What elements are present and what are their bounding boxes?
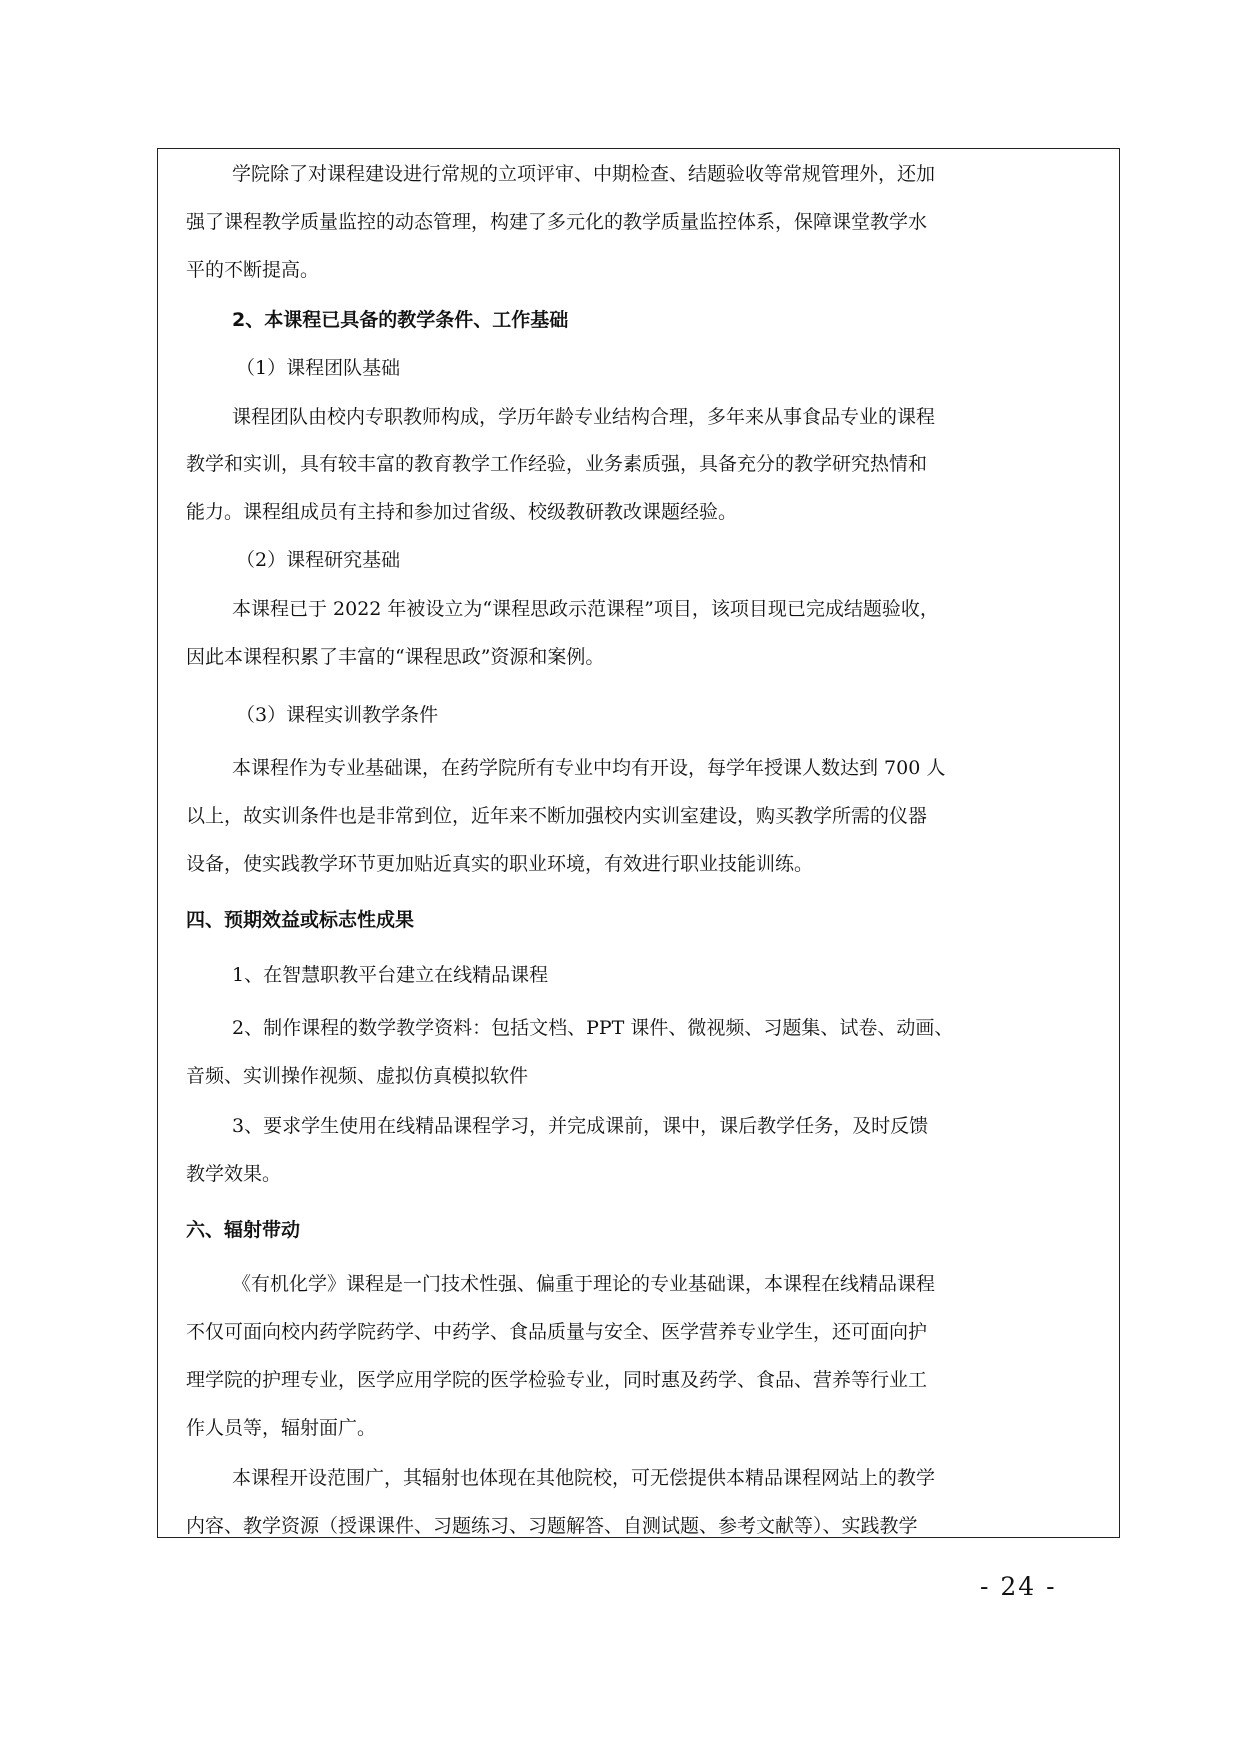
paragraph-line: 平的不断提高。	[186, 259, 320, 281]
page-number: - 24 -	[980, 1572, 1057, 1601]
paragraph-line: 以上，故实训条件也是非常到位，近年来不断加强校内实训室建设，购买教学所需的仪器	[186, 805, 928, 827]
paragraph-line: 理学院的护理专业，医学应用学院的医学检验专业，同时惠及药学、食品、营养等行业工	[186, 1369, 928, 1391]
subsection-heading: （2）课程研究基础	[236, 549, 401, 571]
section-heading: 四、预期效益或标志性成果	[186, 909, 415, 931]
section-heading: 六、辐射带动	[186, 1219, 301, 1241]
paragraph-line: 设备，使实践教学环节更加贴近真实的职业环境，有效进行职业技能训练。	[186, 853, 814, 875]
paragraph-line: 能力。课程组成员有主持和参加过省级、校级教研教改课题经验。	[186, 501, 738, 523]
list-item: 2、制作课程的数学教学资料：包括文档、PPT 课件、微视频、习题集、试卷、动画、	[232, 1017, 954, 1039]
paragraph-line: 《有机化学》课程是一门技术性强、偏重于理论的专业基础课，本课程在线精品课程	[232, 1273, 936, 1295]
subsection-heading: （1）课程团队基础	[236, 357, 401, 379]
paragraph-line: 强了课程教学质量监控的动态管理，构建了多元化的教学质量监控体系，保障课堂教学水	[186, 211, 928, 233]
paragraph-line: 因此本课程积累了丰富的“课程思政”资源和案例。	[186, 646, 605, 668]
paragraph-line: 不仅可面向校内药学院药学、中药学、食品质量与安全、医学营养专业学生，还可面向护	[186, 1321, 928, 1343]
paragraph-line: 学院除了对课程建设进行常规的立项评审、中期检查、结题验收等常规管理外，还加	[232, 163, 936, 185]
section-heading: 2、本课程已具备的教学条件、工作基础	[232, 309, 569, 331]
list-item: 1、在智慧职教平台建立在线精品课程	[232, 964, 549, 986]
paragraph-line: 内容、教学资源（授课课件、习题练习、习题解答、自测试题、参考文献等）、实践教学	[186, 1515, 918, 1537]
paragraph-line: 本课程已于 2022 年被设立为“课程思政示范课程”项目，该项目现已完成结题验收，	[232, 598, 939, 620]
paragraph-line: 本课程作为专业基础课，在药学院所有专业中均有开设，每学年授课人数达到 700 人	[232, 757, 946, 779]
list-item: 3、要求学生使用在线精品课程学习，并完成课前，课中，课后教学任务，及时反馈	[232, 1115, 929, 1137]
list-item-continuation: 音频、实训操作视频、虚拟仿真模拟软件	[186, 1065, 529, 1087]
list-item-continuation: 教学效果。	[186, 1163, 282, 1185]
paragraph-line: 作人员等，辐射面广。	[186, 1417, 377, 1439]
paragraph-line: 本课程开设范围广，其辐射也体现在其他院校，可无偿提供本精品课程网站上的教学	[232, 1467, 936, 1489]
subsection-heading: （3）课程实训教学条件	[236, 704, 439, 726]
paragraph-line: 课程团队由校内专职教师构成，学历年龄专业结构合理，多年来从事食品专业的课程	[232, 406, 936, 428]
paragraph-line: 教学和实训，具有较丰富的教育教学工作经验，业务素质强，具备充分的教学研究热情和	[186, 453, 928, 475]
